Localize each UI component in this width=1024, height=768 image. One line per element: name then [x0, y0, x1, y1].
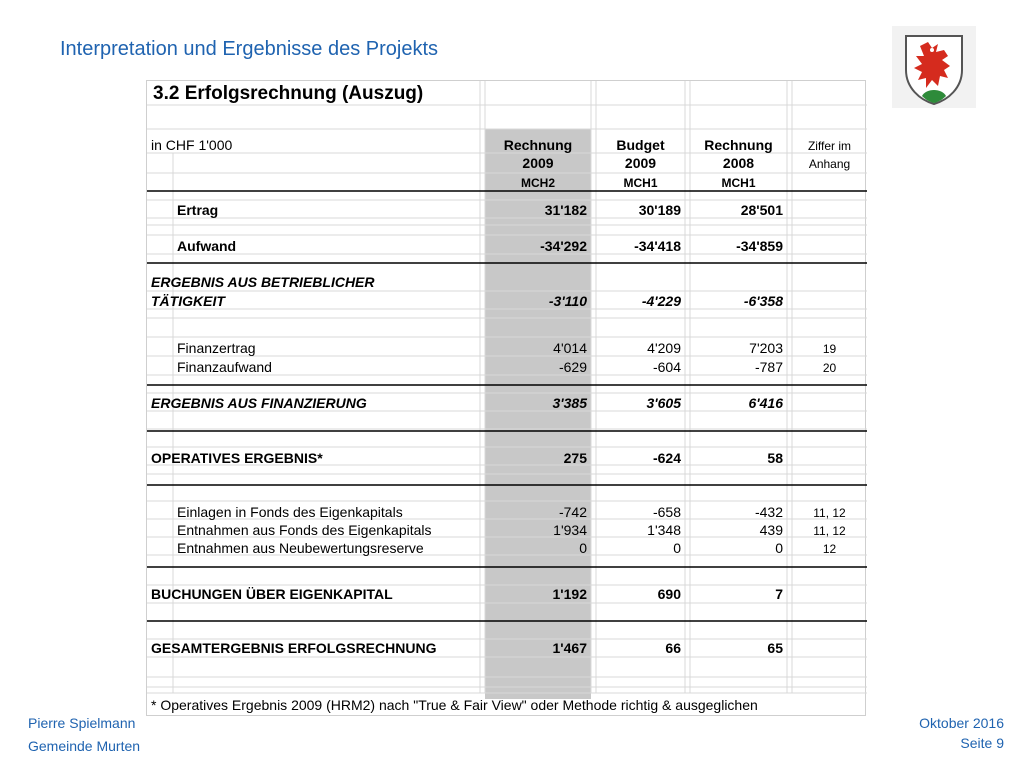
note-header-line1: Ziffer im: [807, 139, 852, 153]
unit-label: in CHF 1'000: [151, 137, 233, 153]
finanzertrag-value-2: 4'209: [647, 340, 681, 356]
operatives-value-1: 275: [563, 450, 587, 466]
table-heading: 3.2 Erfolgsrechnung (Auszug): [153, 83, 424, 104]
ertrag-value-1: 31'182: [544, 202, 587, 218]
col1-model: MCH2: [520, 176, 555, 190]
row-label-entnahmen-neu: Entnahmen aus Neubewertungsreserve: [177, 540, 424, 556]
ergebnis-betrieb-value-3: -6'358: [743, 293, 783, 309]
einlagen-value-3: -432: [754, 504, 783, 520]
ergebnis-betrieb-value-2: -4'229: [641, 293, 681, 309]
col1-header-line1: Rechnung: [503, 137, 573, 153]
gesamt-value-2: 66: [665, 640, 681, 656]
murten-coat-of-arms-logo: [892, 26, 976, 108]
ergebnis-finanz-value-3: 6'416: [748, 395, 783, 411]
footer-author: Pierre Spielmann: [28, 715, 136, 731]
row-label-ergebnis-finanz: ERGEBNIS AUS FINANZIERUNG: [151, 395, 367, 411]
entnahmen-neu-value-3: 0: [775, 540, 783, 556]
row-label-einlagen: Einlagen in Fonds des Eigenkapitals: [177, 504, 403, 520]
ertrag-value-2: 30'189: [638, 202, 681, 218]
entnahmen-fonds-note: 11, 12: [813, 524, 846, 538]
col3-header-line1: Rechnung: [704, 137, 773, 153]
entnahmen-neu-value-2: 0: [673, 540, 681, 556]
ergebnis-finanz-value-2: 3'605: [646, 395, 681, 411]
finanzaufwand-value-2: -604: [652, 359, 681, 375]
einlagen-note: 11, 12: [813, 506, 846, 520]
col2-header-line1: Budget: [616, 137, 665, 153]
row-label-finanzaufwand: Finanzaufwand: [177, 359, 272, 375]
ergebnis-betrieb-value-1: -3'110: [548, 293, 587, 309]
footer-page-number: Seite 9: [960, 735, 1004, 751]
col1-header-line2: 2009: [522, 155, 554, 171]
finanzaufwand-value-3: -787: [754, 359, 783, 375]
col2-model: MCH1: [623, 176, 658, 190]
row-label-ergebnis-betrieb-line1: ERGEBNIS AUS BETRIEBLICHER: [151, 274, 375, 290]
buchungen-value-2: 690: [657, 586, 681, 602]
row-label-ergebnis-betrieb-line2: TÄTIGKEIT: [151, 293, 225, 309]
row-label-ertrag: Ertrag: [177, 202, 219, 218]
row-label-finanzertrag: Finanzertrag: [177, 340, 256, 356]
col2-header-line2: 2009: [624, 155, 657, 171]
row-label-buchungen: BUCHUNGEN ÜBER EIGENKAPITAL: [151, 586, 393, 602]
entnahmen-fonds-value-1: 1'934: [553, 522, 587, 538]
buchungen-value-3: 7: [775, 586, 783, 602]
footer-date: Oktober 2016: [919, 715, 1004, 731]
slide-title: Interpretation und Ergebnisse des Projekts: [60, 38, 438, 60]
row-label-operatives: OPERATIVES ERGEBNIS*: [151, 450, 323, 466]
aufwand-value-3: -34'859: [736, 238, 783, 254]
footer-organization: Gemeinde Murten: [28, 738, 141, 754]
einlagen-value-1: -742: [558, 504, 587, 520]
entnahmen-fonds-value-3: 439: [759, 522, 783, 538]
finanzertrag-value-3: 7'203: [749, 340, 783, 356]
entnahmen-neu-value-1: 0: [579, 540, 587, 556]
entnahmen-neu-note: 12: [822, 542, 837, 556]
ertrag-value-3: 28'501: [740, 202, 783, 218]
table-footnote: * Operatives Ergebnis 2009 (HRM2) nach "True & Fair View" oder Methode richtig & ausgeglichen: [151, 697, 758, 713]
finanzertrag-note: 19: [822, 342, 837, 356]
buchungen-value-1: 1'192: [552, 586, 587, 602]
entnahmen-fonds-value-2: 1'348: [647, 522, 681, 538]
gesamt-value-1: 1'467: [552, 640, 587, 656]
note-header-line2: Anhang: [808, 157, 851, 171]
finanzaufwand-note: 20: [822, 361, 837, 375]
operatives-value-2: -624: [652, 450, 681, 466]
finanzaufwand-value-1: -629: [558, 359, 587, 375]
row-label-aufwand: Aufwand: [177, 238, 237, 254]
aufwand-value-1: -34'292: [540, 238, 587, 254]
col3-header-line2: 2008: [722, 155, 755, 171]
operatives-value-3: 58: [767, 450, 783, 466]
einlagen-value-2: -658: [652, 504, 681, 520]
gesamt-value-3: 65: [767, 640, 783, 656]
col3-model: MCH1: [721, 176, 756, 190]
row-label-entnahmen-fonds: Entnahmen aus Fonds des Eigenkapitals: [177, 522, 432, 538]
row-label-gesamt: GESAMTERGEBNIS ERFOLGSRECHNUNG: [151, 640, 437, 656]
income-statement-table: [146, 80, 866, 716]
aufwand-value-2: -34'418: [634, 238, 681, 254]
ergebnis-finanz-value-1: 3'385: [552, 395, 587, 411]
finanzertrag-value-1: 4'014: [553, 340, 587, 356]
